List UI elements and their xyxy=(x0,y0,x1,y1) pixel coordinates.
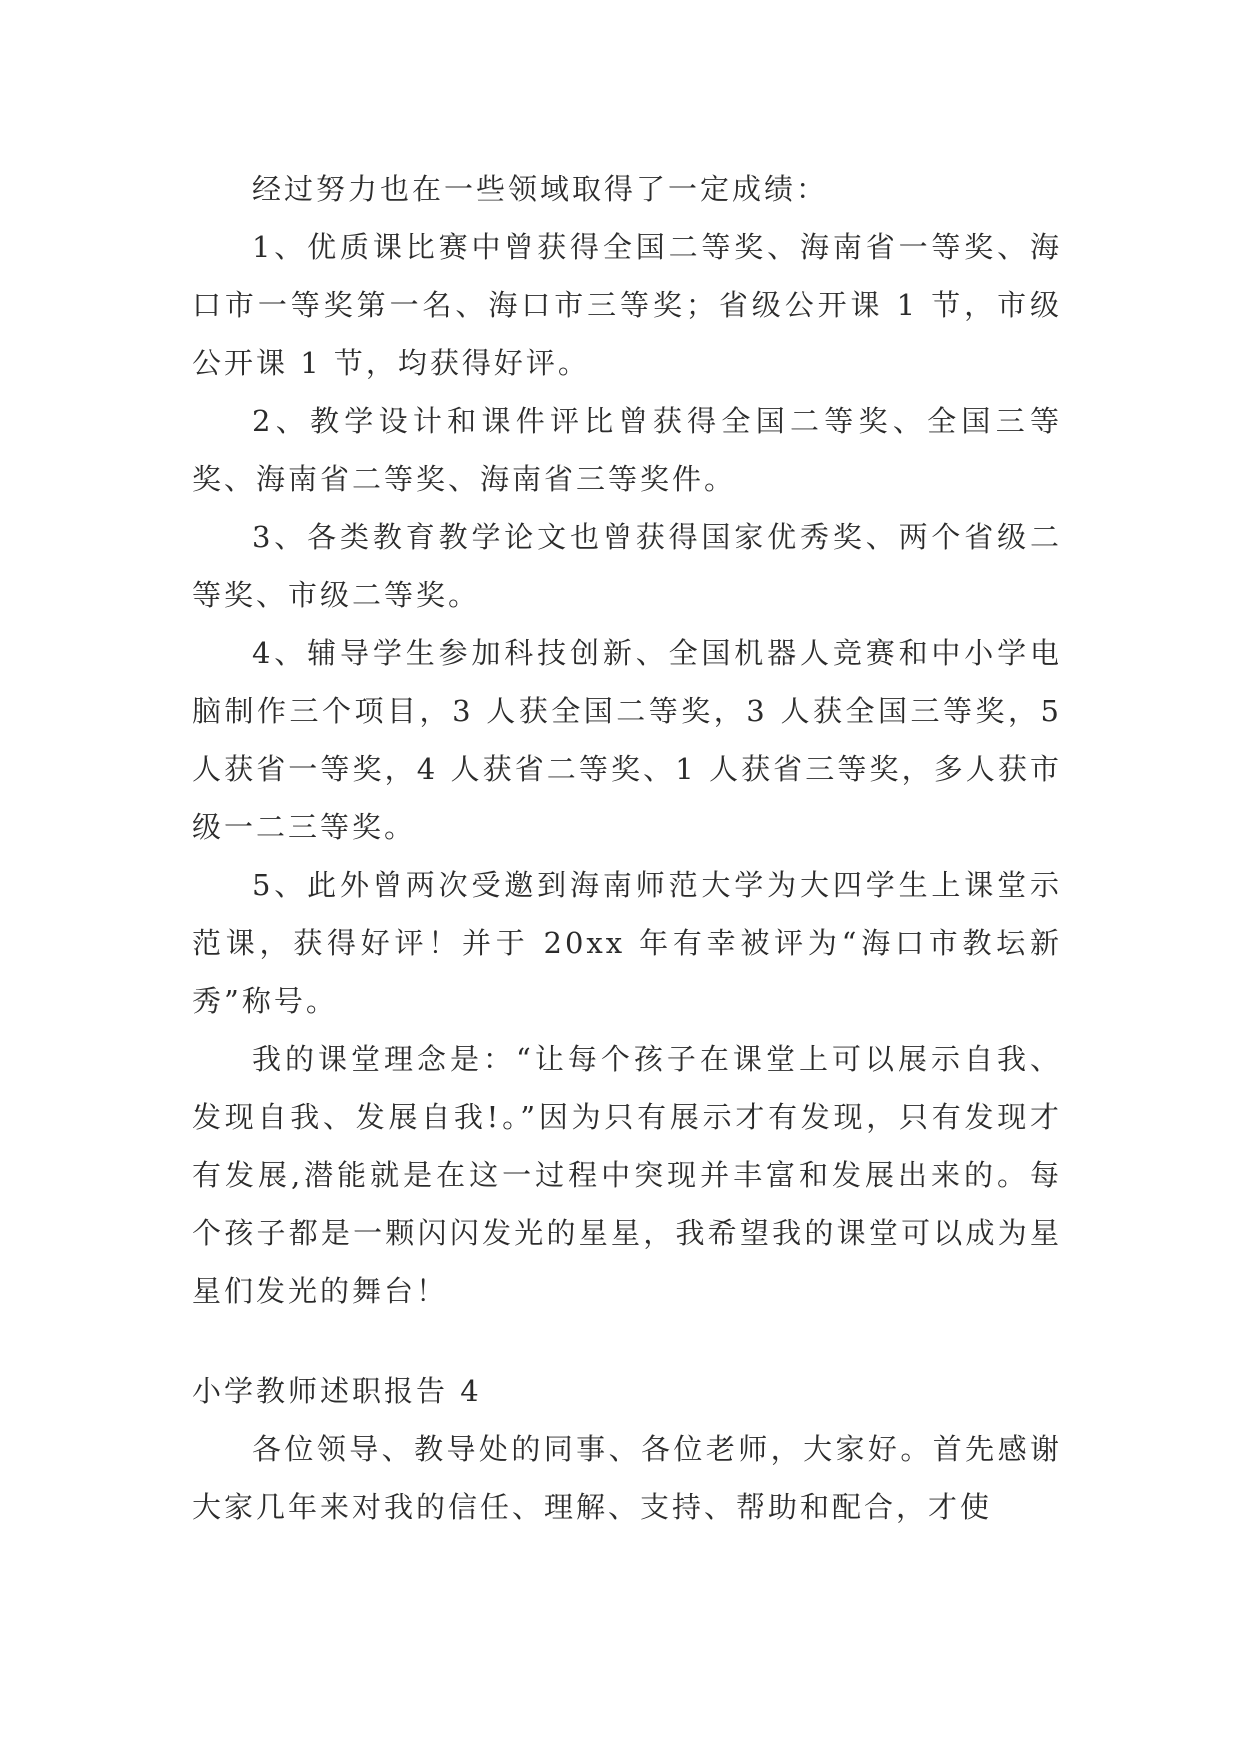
paragraph-philosophy: 我的课堂理念是：“让每个孩子在课堂上可以展示自我、发现自我、发展自我!。”因为只有展示才有发现，只有发现才有发展,潜能就是在这一过程中突现并丰富和发展出来的。每个孩子都是一颗闪闪发光的星星，我希望我的课堂可以成为星星们发光的舞台！ xyxy=(192,1042,1062,1308)
paragraph-intro: 经过努力也在一些领域取得了一定成绩： xyxy=(252,172,829,206)
section-title: 小学教师述职报告 4 xyxy=(192,1374,482,1408)
paragraph-item-4: 4、辅导学生参加科技创新、全国机器人竞赛和中小学电脑制作三个项目，3 人获全国二等奖，3 人获全国三等奖，5 人获省一等奖，4 人获省二等奖、1 人获省三等奖，多人获市级一二三等奖。 xyxy=(192,636,1062,844)
document-body xyxy=(192,160,1062,1536)
paragraph-item-2: 2、教学设计和课件评比曾获得全国二等奖、全国三等奖、海南省二等奖、海南省三等奖件。 xyxy=(192,404,1062,496)
paragraph-item-5: 5、此外曾两次受邀到海南师范大学为大四学生上课堂示范课，获得好评！并于 20xx 年有幸被评为“海口市教坛新秀”称号。 xyxy=(192,868,1062,1018)
section-paragraph: 各位领导、教导处的同事、各位老师，大家好。首先感谢大家几年来对我的信任、理解、支持、帮助和配合，才使 xyxy=(192,1432,1062,1524)
paragraph-item-3: 3、各类教育教学论文也曾获得国家优秀奖、两个省级二等奖、市级二等奖。 xyxy=(192,520,1062,612)
paragraph-item-1: 1、优质课比赛中曾获得全国二等奖、海南省一等奖、海口市一等奖第一名、海口市三等奖；省级公开课 1 节，市级公开课 1 节，均获得好评。 xyxy=(192,230,1062,380)
